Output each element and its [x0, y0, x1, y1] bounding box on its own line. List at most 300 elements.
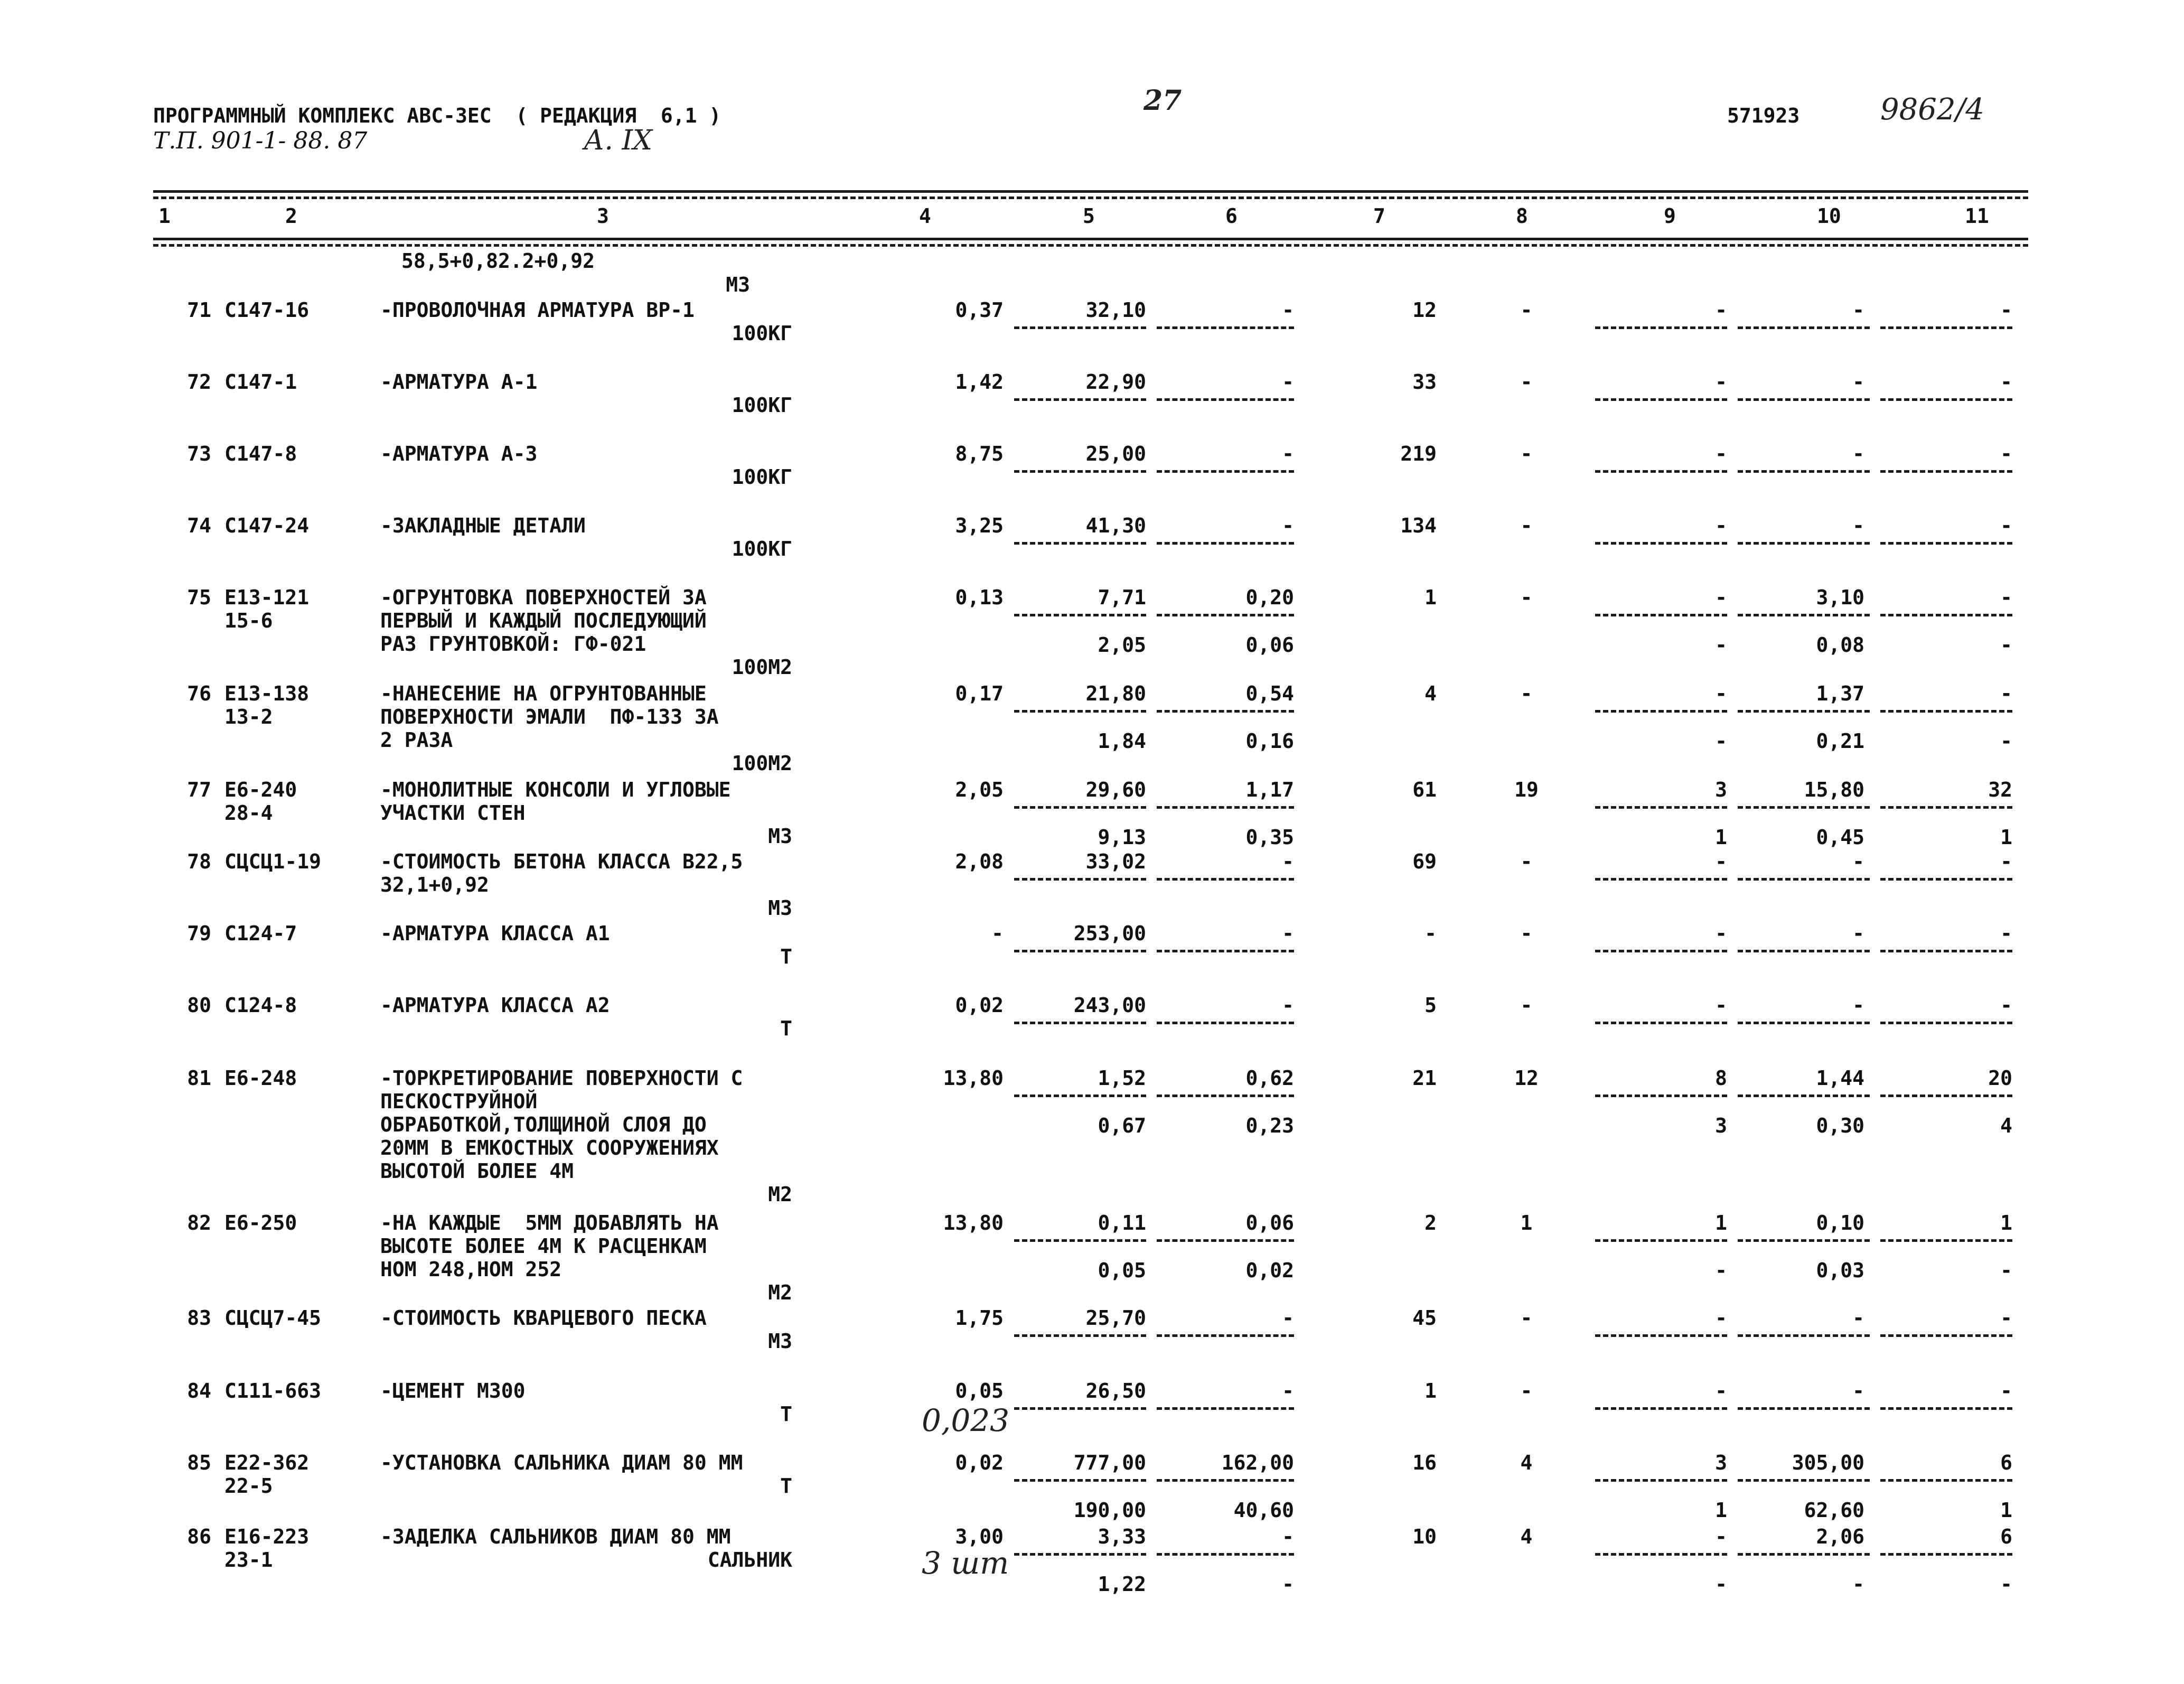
column-header-1: 1	[158, 204, 171, 228]
cell-col11: -	[2000, 850, 2012, 873]
cell-divider-col9	[1595, 1407, 1727, 1410]
row-description-line: ВЫСОТОЙ БОЛЕЕ 4М	[380, 1159, 574, 1183]
cell-col4: 2,08	[955, 850, 1004, 873]
cell-col6: -	[1282, 1379, 1294, 1402]
project-code: Т.П. 901-1- 88. 87	[153, 127, 368, 154]
cell-col6: -	[1282, 994, 1294, 1017]
cell-divider-col9	[1595, 1334, 1727, 1337]
cell-col7: 33	[1412, 370, 1437, 394]
cell-divider-col11	[1880, 1334, 2012, 1337]
row-code: Е16-223	[224, 1525, 310, 1548]
cell-divider-col6	[1157, 614, 1294, 616]
cell-col6-sub: 0,02	[1245, 1259, 1294, 1282]
cell-col5-sub: 2,05	[1098, 633, 1146, 657]
row-code: С147-16	[224, 298, 310, 322]
cell-col6-sub: 0,06	[1245, 633, 1294, 657]
cell-divider-col10	[1738, 1407, 1870, 1410]
cell-col8: -	[1520, 682, 1533, 705]
row-number: 86	[187, 1525, 211, 1548]
row-description-line: -АРМАТУРА КЛАССА А1	[380, 922, 610, 945]
row-description-line: -ЗАКЛАДНЫЕ ДЕТАЛИ	[380, 514, 586, 537]
row-description-line: -ТОРКРЕТИРОВАНИЕ ПОВЕРХНОСТИ С	[380, 1066, 743, 1090]
cell-col9: 3	[1715, 1451, 1727, 1474]
cell-divider-col5	[1014, 806, 1146, 809]
cell-divider-col11	[1880, 1239, 2012, 1242]
handwritten-correction-84: 0,023	[922, 1402, 1010, 1438]
cell-divider-col10	[1738, 1479, 1870, 1482]
cell-divider-col11	[1880, 1407, 2012, 1410]
cell-col8: -	[1520, 586, 1533, 609]
cell-col5: 22,90	[1085, 370, 1146, 394]
cell-col11-sub: -	[2000, 729, 2012, 753]
cell-col11: 6	[2000, 1451, 2012, 1474]
cell-col9: 1	[1715, 1211, 1727, 1234]
cell-col11-sub: 1	[2000, 826, 2012, 849]
cell-col6: -	[1282, 298, 1294, 322]
row-description-line: -МОНОЛИТНЫЕ КОНСОЛИ И УГЛОВЫЕ	[380, 778, 731, 801]
cell-divider-col6	[1157, 1334, 1294, 1337]
cell-col9: -	[1715, 1525, 1727, 1548]
cell-col5-sub: 0,67	[1098, 1114, 1146, 1137]
cell-col11-sub: -	[2000, 633, 2012, 657]
cell-divider-col5	[1014, 1022, 1146, 1024]
cell-col10-sub: 0,03	[1816, 1259, 1864, 1282]
row-number: 79	[187, 922, 211, 945]
cell-col5-sub: 1,22	[1098, 1573, 1146, 1596]
document-number: 571923	[1727, 104, 1800, 127]
cell-divider-col5	[1014, 614, 1146, 616]
cell-divider-col11	[1880, 710, 2012, 713]
column-header-9: 9	[1664, 204, 1676, 228]
row-unit: М3	[768, 825, 792, 848]
row-number: 80	[187, 994, 211, 1017]
cell-divider-col5	[1014, 326, 1146, 329]
cell-col5: 32,10	[1085, 298, 1146, 322]
cell-col8: 12	[1514, 1066, 1539, 1090]
cell-col5-sub: 190,00	[1073, 1499, 1146, 1522]
cell-col10: 2,06	[1816, 1525, 1864, 1548]
row-code-sub: 15-6	[224, 609, 273, 632]
cell-col11: -	[2000, 1306, 2012, 1330]
cell-col8: 4	[1520, 1451, 1533, 1474]
cell-col8: -	[1520, 442, 1533, 465]
cell-divider-col6	[1157, 326, 1294, 329]
row-code-sub: 22-5	[224, 1474, 273, 1498]
row-code: С111-663	[224, 1379, 322, 1402]
cell-col7: 69	[1412, 850, 1437, 873]
cell-col9: -	[1715, 514, 1727, 537]
row-unit: Т	[780, 945, 792, 968]
cell-col4: 1,42	[955, 370, 1004, 394]
cell-col6: -	[1282, 370, 1294, 394]
cell-col4: 0,37	[955, 298, 1004, 322]
cell-col8: -	[1520, 370, 1533, 394]
header-rule-bottom-2	[153, 244, 2028, 247]
cell-col11: -	[2000, 442, 2012, 465]
row-description-line: -АРМАТУРА А-3	[380, 442, 538, 465]
cell-divider-col5	[1014, 878, 1146, 881]
cell-col5: 25,70	[1085, 1306, 1146, 1330]
cell-col5: 21,80	[1085, 682, 1146, 705]
row-code: Е6-248	[224, 1066, 297, 1090]
cell-col10-sub: 0,45	[1816, 826, 1864, 849]
handwritten-correction-86: 3 шт	[922, 1545, 1009, 1581]
cell-col11: 6	[2000, 1525, 2012, 1548]
cell-divider-col9	[1595, 1553, 1727, 1556]
cell-col6: 0,20	[1245, 586, 1294, 609]
row-unit: САЛЬНИК	[707, 1548, 792, 1571]
cell-divider-col10	[1738, 1334, 1870, 1337]
row-description-line: -АРМАТУРА КЛАССА А2	[380, 994, 610, 1017]
cell-col5: 33,02	[1085, 850, 1146, 873]
cell-col8: 1	[1520, 1211, 1533, 1234]
cell-col4: 8,75	[955, 442, 1004, 465]
row-description-line: -ПРОВОЛОЧНАЯ АРМАТУРА ВР-1	[380, 298, 695, 322]
cell-col11-sub: -	[2000, 1573, 2012, 1596]
cell-col7: 134	[1400, 514, 1437, 537]
cell-divider-col5	[1014, 398, 1146, 401]
page-number: 27	[1143, 85, 1182, 117]
cell-col4: 0,13	[955, 586, 1004, 609]
cell-col9: -	[1715, 442, 1727, 465]
cell-col8: -	[1520, 298, 1533, 322]
cell-col6: -	[1282, 442, 1294, 465]
cell-divider-col6	[1157, 1553, 1294, 1556]
cell-col5: 253,00	[1073, 922, 1146, 945]
cell-divider-col10	[1738, 710, 1870, 713]
row-unit: 100КГ	[732, 322, 792, 345]
cell-divider-col5	[1014, 1334, 1146, 1337]
row-unit: М2	[768, 1183, 792, 1206]
cell-col5: 1,52	[1098, 1066, 1146, 1090]
cell-col6: 0,62	[1245, 1066, 1294, 1090]
row-code: СЦСЦ1-19	[224, 850, 322, 873]
cell-divider-col6	[1157, 1239, 1294, 1242]
cell-col9: -	[1715, 298, 1727, 322]
cell-col10-sub: 0,08	[1816, 633, 1864, 657]
cell-col7: 12	[1412, 298, 1437, 322]
cell-col9: -	[1715, 1306, 1727, 1330]
row-code: С147-1	[224, 370, 297, 394]
cell-col7: 16	[1412, 1451, 1437, 1474]
cell-col4: -	[991, 922, 1004, 945]
cell-divider-col10	[1738, 326, 1870, 329]
cell-divider-col10	[1738, 470, 1870, 473]
cell-col9: -	[1715, 370, 1727, 394]
cell-col4: 2,05	[955, 778, 1004, 801]
cell-col6: -	[1282, 514, 1294, 537]
row-description-line: ПЕСКОСТРУЙНОЙ	[380, 1090, 538, 1113]
cell-col11: -	[2000, 298, 2012, 322]
cell-col11: 20	[1988, 1066, 2012, 1090]
row-unit: 100КГ	[732, 394, 792, 417]
cell-col11-sub: 1	[2000, 1499, 2012, 1522]
cell-col10: 15,80	[1804, 778, 1864, 801]
row-code: Е13-138	[224, 682, 310, 705]
row-number: 77	[187, 778, 211, 801]
cell-divider-col10	[1738, 878, 1870, 881]
cell-col10: -	[1852, 1306, 1864, 1330]
cell-col9: -	[1715, 586, 1727, 609]
cell-divider-col6	[1157, 1094, 1294, 1097]
cell-divider-col11	[1880, 878, 2012, 881]
cell-col5: 777,00	[1073, 1451, 1146, 1474]
header-rule-bottom	[153, 238, 2028, 240]
cell-col7: 10	[1412, 1525, 1437, 1548]
program-header: ПРОГРАММНЫЙ КОМПЛЕКС АВС-ЗЕС ( РЕДАКЦИЯ 6,1 )	[153, 104, 721, 127]
row-description-line: 20ММ В ЕМКОСТНЫХ СООРУЖЕНИЯХ	[380, 1136, 719, 1159]
row-unit: М3	[768, 896, 792, 920]
row-number: 78	[187, 850, 211, 873]
cell-col9: -	[1715, 682, 1727, 705]
cell-col5: 0,11	[1098, 1211, 1146, 1234]
cell-divider-col10	[1738, 614, 1870, 616]
row-code: С147-8	[224, 442, 297, 465]
cell-col10: -	[1852, 442, 1864, 465]
row-unit: М3	[726, 273, 750, 296]
cell-divider-col6	[1157, 1407, 1294, 1410]
cell-col5: 7,71	[1098, 586, 1146, 609]
cell-divider-col5	[1014, 950, 1146, 952]
cell-col10: -	[1852, 514, 1864, 537]
cell-col6-sub: 0,16	[1245, 729, 1294, 753]
column-header-3: 3	[597, 204, 609, 228]
cell-divider-col11	[1880, 806, 2012, 809]
cell-col7: -	[1424, 922, 1437, 945]
cell-divider-col6	[1157, 1022, 1294, 1024]
cell-col5: 243,00	[1073, 994, 1146, 1017]
cell-col6: -	[1282, 922, 1294, 945]
row-code-sub: 13-2	[224, 705, 273, 728]
cell-col7: 1	[1424, 586, 1437, 609]
row-unit: 100КГ	[732, 465, 792, 489]
cell-divider-col9	[1595, 806, 1727, 809]
cell-col5-sub: 1,84	[1098, 729, 1146, 753]
cell-col4: 3,25	[955, 514, 1004, 537]
row-code: С147-24	[224, 514, 310, 537]
cell-col8: -	[1520, 1379, 1533, 1402]
cell-col7: 2	[1424, 1211, 1437, 1234]
cell-col8: -	[1520, 850, 1533, 873]
cell-divider-col10	[1738, 806, 1870, 809]
row-description-line: НОМ 248,НОМ 252	[380, 1258, 562, 1281]
row-description-line: -СТОИМОСТЬ БЕТОНА КЛАССА В22,5	[380, 850, 743, 873]
cell-divider-col9	[1595, 1022, 1727, 1024]
cell-col7: 21	[1412, 1066, 1437, 1090]
cell-col5: 3,33	[1098, 1525, 1146, 1548]
cell-col4: 3,00	[955, 1525, 1004, 1548]
cell-divider-col11	[1880, 1479, 2012, 1482]
cell-col9-sub: -	[1715, 729, 1727, 753]
cell-divider-col5	[1014, 470, 1146, 473]
cell-col9: 8	[1715, 1066, 1727, 1090]
cell-col6: -	[1282, 1306, 1294, 1330]
cell-divider-col10	[1738, 1022, 1870, 1024]
cell-col9: 3	[1715, 778, 1727, 801]
cell-col10: -	[1852, 1379, 1864, 1402]
cell-divider-col6	[1157, 1479, 1294, 1482]
column-header-8: 8	[1516, 204, 1528, 228]
row-description-line: ОБРАБОТКОЙ,ТОЛЩИНОЙ СЛОЯ ДО	[380, 1113, 707, 1136]
cell-divider-col11	[1880, 950, 2012, 952]
cell-col6-sub: 0,35	[1245, 826, 1294, 849]
cell-divider-col10	[1738, 1239, 1870, 1242]
row-number: 75	[187, 586, 211, 609]
cell-divider-col11	[1880, 1553, 2012, 1556]
row-code: Е6-240	[224, 778, 297, 801]
row-description-line: -АРМАТУРА А-1	[380, 370, 538, 394]
cell-divider-col5	[1014, 1239, 1146, 1242]
cell-divider-col9	[1595, 1479, 1727, 1482]
cell-divider-col10	[1738, 1553, 1870, 1556]
cell-col7: 219	[1400, 442, 1437, 465]
row-unit: 100М2	[732, 752, 792, 775]
cell-divider-col9	[1595, 470, 1727, 473]
cell-col10: 305,00	[1792, 1451, 1864, 1474]
row-unit: Т	[780, 1402, 792, 1426]
cell-divider-col11	[1880, 1094, 2012, 1097]
cell-col8: -	[1520, 922, 1533, 945]
cell-col10: 1,44	[1816, 1066, 1864, 1090]
cell-col10-sub: 0,21	[1816, 729, 1864, 753]
cell-divider-col5	[1014, 1407, 1146, 1410]
row-number: 74	[187, 514, 211, 537]
cell-divider-col9	[1595, 398, 1727, 401]
cell-col6-sub: 0,23	[1245, 1114, 1294, 1137]
cell-divider-col11	[1880, 542, 2012, 545]
cell-divider-col6	[1157, 542, 1294, 545]
cell-col4: 0,02	[955, 994, 1004, 1017]
cell-col11: -	[2000, 1379, 2012, 1402]
cell-divider-col5	[1014, 1479, 1146, 1482]
cell-col11: -	[2000, 586, 2012, 609]
cell-col9-sub: 1	[1715, 826, 1727, 849]
cell-divider-col9	[1595, 1094, 1727, 1097]
header-rule-top	[153, 190, 2028, 193]
row-unit: 100М2	[732, 656, 792, 679]
cell-col11-sub: 4	[2000, 1114, 2012, 1137]
row-number: 76	[187, 682, 211, 705]
row-code: С124-7	[224, 922, 297, 945]
cell-col7: 4	[1424, 682, 1437, 705]
cell-col6: 1,17	[1245, 778, 1294, 801]
row-description-line: -СТОИМОСТЬ КВАРЦЕВОГО ПЕСКА	[380, 1306, 707, 1330]
cell-col6-sub: -	[1282, 1573, 1294, 1596]
cell-col10: 0,10	[1816, 1211, 1864, 1234]
cell-col8: -	[1520, 514, 1533, 537]
cell-col11: -	[2000, 370, 2012, 394]
cell-col7: 1	[1424, 1379, 1437, 1402]
cell-divider-col9	[1595, 710, 1727, 713]
cell-col11: 32	[1988, 778, 2012, 801]
cell-col7: 61	[1412, 778, 1437, 801]
cell-col8: 19	[1514, 778, 1539, 801]
cell-col6: -	[1282, 850, 1294, 873]
header-rule-top-2	[153, 197, 2028, 199]
cell-col5-sub: 9,13	[1098, 826, 1146, 849]
row-description-line: 2 РАЗА	[380, 728, 453, 752]
row-description-line: УЧАСТКИ СТЕН	[380, 801, 526, 825]
cell-col10: 3,10	[1816, 586, 1864, 609]
column-header-7: 7	[1373, 204, 1385, 228]
cell-col5-sub: 0,05	[1098, 1259, 1146, 1282]
cell-col9: -	[1715, 922, 1727, 945]
cell-col4: 0,17	[955, 682, 1004, 705]
cell-col6: 162,00	[1221, 1451, 1294, 1474]
cell-col5: 41,30	[1085, 514, 1146, 537]
cell-col7: 5	[1424, 994, 1437, 1017]
cell-col4: 0,02	[955, 1451, 1004, 1474]
row-description-line: -НАНЕСЕНИЕ НА ОГРУНТОВАННЫЕ	[380, 682, 707, 705]
cell-col10: -	[1852, 298, 1864, 322]
row-number: 84	[187, 1379, 211, 1402]
cell-divider-col11	[1880, 614, 2012, 616]
cell-col9-sub: -	[1715, 633, 1727, 657]
row-number: 81	[187, 1066, 211, 1090]
cell-divider-col6	[1157, 470, 1294, 473]
cell-col11-sub: -	[2000, 1259, 2012, 1282]
row-code: Е6-250	[224, 1211, 297, 1234]
carry-formula: 58,5+0,82.2+0,92	[401, 249, 595, 273]
cell-col6: -	[1282, 1525, 1294, 1548]
row-number: 72	[187, 370, 211, 394]
row-description-line: 32,1+0,92	[380, 873, 489, 896]
cell-col7: 45	[1412, 1306, 1437, 1330]
row-number: 83	[187, 1306, 211, 1330]
column-header-10: 10	[1817, 204, 1841, 228]
row-unit: М2	[768, 1281, 792, 1304]
cell-col10: -	[1852, 370, 1864, 394]
cell-divider-col10	[1738, 542, 1870, 545]
column-header-6: 6	[1225, 204, 1238, 228]
cell-col9-sub: -	[1715, 1259, 1727, 1282]
cell-col10: -	[1852, 994, 1864, 1017]
cell-col10-sub: 62,60	[1804, 1499, 1864, 1522]
cell-col6: 0,54	[1245, 682, 1294, 705]
cell-col5: 29,60	[1085, 778, 1146, 801]
cell-col11: -	[2000, 682, 2012, 705]
row-code-sub: 23-1	[224, 1548, 273, 1571]
row-code: Е13-121	[224, 586, 310, 609]
cell-col5: 26,50	[1085, 1379, 1146, 1402]
cell-col9-sub: 1	[1715, 1499, 1727, 1522]
row-description-line: -ЦЕМЕНТ М300	[380, 1379, 526, 1402]
cell-divider-col6	[1157, 950, 1294, 952]
cell-divider-col10	[1738, 950, 1870, 952]
row-description-line: -ЗАДЕЛКА САЛЬНИКОВ ДИАМ 80 ММ	[380, 1525, 731, 1548]
row-number: 73	[187, 442, 211, 465]
cell-col4: 13,80	[943, 1066, 1004, 1090]
row-unit: 100КГ	[732, 537, 792, 560]
cell-col4: 13,80	[943, 1211, 1004, 1234]
row-unit: М3	[768, 1330, 792, 1353]
row-code: С124-8	[224, 994, 297, 1017]
column-header-4: 4	[919, 204, 931, 228]
cell-col11: -	[2000, 922, 2012, 945]
cell-divider-col9	[1595, 614, 1727, 616]
cell-col5: 25,00	[1085, 442, 1146, 465]
cell-col10-sub: 0,30	[1816, 1114, 1864, 1137]
cell-col11: 1	[2000, 1211, 2012, 1234]
row-code: Е22-362	[224, 1451, 310, 1474]
cell-col9-sub: -	[1715, 1573, 1727, 1596]
cell-divider-col9	[1595, 950, 1727, 952]
cell-divider-col10	[1738, 398, 1870, 401]
handwritten-reference: 9862/4	[1880, 92, 1985, 127]
row-description-line: -ОГРУНТОВКА ПОВЕРХНОСТЕЙ ЗА	[380, 586, 707, 609]
column-header-2: 2	[285, 204, 297, 228]
cell-col9: -	[1715, 850, 1727, 873]
